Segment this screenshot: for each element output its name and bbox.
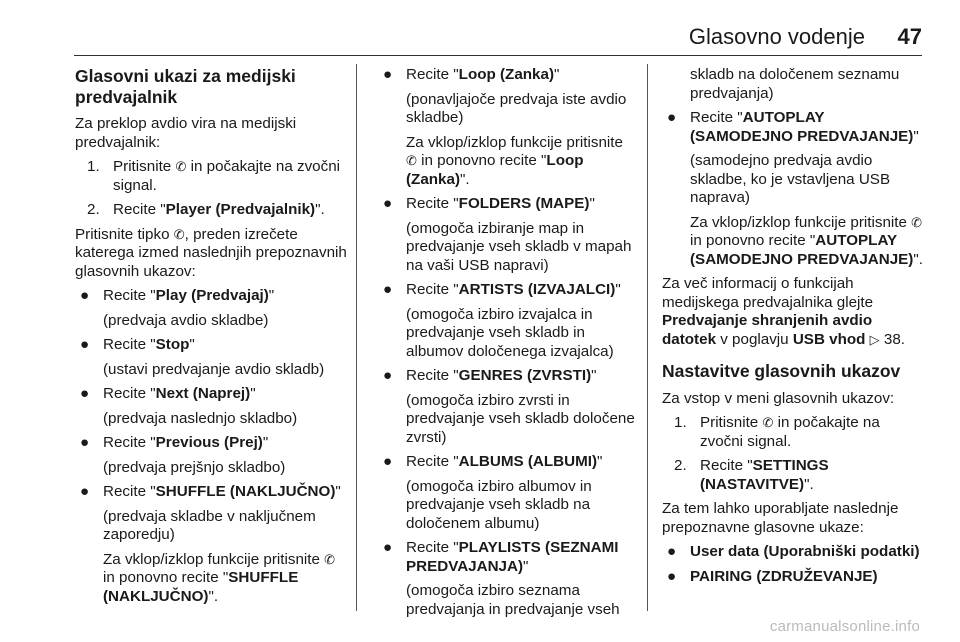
voice-icon: ✆ bbox=[173, 226, 185, 242]
numbered-step: 1. Pritisnite ✆ in počakajte na zvočni signal. bbox=[87, 158, 341, 194]
item-description: (ponavljajoče predvaja iste avdio skladbe) bbox=[406, 90, 627, 126]
bullet-icon: ● bbox=[80, 434, 90, 451]
list-item: ● Recite "ALBUMS (ALBUMI)" bbox=[383, 453, 603, 470]
section-heading: Glasovni ukazi za medijski predvajalnik bbox=[75, 66, 296, 107]
column-divider bbox=[356, 64, 357, 611]
bullet-icon: ● bbox=[667, 109, 677, 126]
watermark: carmanualsonline.info bbox=[769, 618, 920, 635]
item-description: (predvaja naslednjo skladbo) bbox=[103, 409, 298, 427]
item-description: (ustavi predvajanje avdio skladb) bbox=[103, 360, 325, 378]
paragraph: Za več informacij o funkcijah medijskega predvajalnika glejte Predvajanje shranjenih avdio datotek v poglavju USB vhod ▷ 38. bbox=[662, 275, 905, 348]
list-item: ● Recite "Previous (Prej)" bbox=[80, 434, 269, 451]
list-item: ● User data (Uporabniški podatki) bbox=[667, 543, 920, 560]
voice-icon: ✆ bbox=[406, 153, 417, 168]
item-description: skladb na določenem seznamu predvajanja) bbox=[690, 66, 900, 102]
cross-reference-link[interactable]: Predvajanje shranjenih avdio datotek bbox=[662, 312, 873, 348]
page-number: 47 bbox=[897, 24, 922, 49]
header-rule bbox=[74, 55, 922, 56]
numbered-step: 2. Recite "SETTINGS (NASTAVITVE)". bbox=[674, 457, 829, 493]
bullet-icon: ● bbox=[383, 281, 393, 298]
item-description: (predvaja prejšnjo skladbo) bbox=[103, 458, 286, 476]
cross-reference-link[interactable]: USB vhod bbox=[792, 330, 866, 348]
voice-icon: ✆ bbox=[762, 415, 774, 430]
item-toggle-note: Za vklop/izklop funkcije pritisnite ✆ in ponovno recite "Loop (Zanka)". bbox=[406, 133, 623, 188]
bullet-icon: ● bbox=[667, 543, 677, 560]
page-header bbox=[0, 0, 960, 60]
list-item: ● Recite "ARTISTS (IZVAJALCI)" bbox=[383, 281, 621, 298]
bullet-icon: ● bbox=[80, 336, 90, 353]
paragraph: Pritisnite tipko ✆, preden izrečete katerega izmed naslednjih prepoznavnih glasovnih ukazov: bbox=[75, 225, 347, 280]
item-toggle-note: Za vklop/izklop funkcije pritisnite ✆ in ponovno recite "SHUFFLE (NAKLJUČNO)". bbox=[103, 550, 336, 605]
paragraph: Za vstop v meni glasovnih ukazov: bbox=[662, 389, 895, 407]
paragraph: Za preklop avdio vira na medijski predvajalnik: bbox=[75, 115, 297, 151]
page-ref-icon: ▷ bbox=[869, 331, 880, 347]
list-item: ● Recite "SHUFFLE (NAKLJUČNO)" bbox=[80, 483, 341, 500]
column-2 bbox=[378, 66, 636, 625]
list-item: ● Recite "Play (Predvajaj)" bbox=[80, 287, 275, 304]
column-divider bbox=[647, 64, 648, 611]
list-item: ● Recite "PLAYLISTS (SEZNAMI PREDVAJANJA)" bbox=[383, 539, 619, 575]
voice-icon: ✆ bbox=[911, 214, 923, 230]
column-1 bbox=[75, 66, 347, 612]
item-toggle-note: Za vklop/izklop funkcije pritisnite ✆ in ponovno recite "AUTOPLAY (SAMODEJNO PREDVAJANJE)". bbox=[690, 213, 923, 268]
bullet-icon: ● bbox=[383, 195, 393, 212]
bullet-icon: ● bbox=[383, 66, 393, 83]
bullet-icon: ● bbox=[383, 453, 393, 470]
item-description: (omogoča izbiranje map in predvajanje vseh skladb v mapah na vaši USB napravi) bbox=[406, 219, 632, 274]
item-description: (omogoča izbiro izvajalca in predvajanje vseh skladb in albumov določenega izvajalca) bbox=[406, 305, 614, 360]
voice-icon: ✆ bbox=[175, 159, 187, 174]
bullet-icon: ● bbox=[383, 539, 393, 556]
numbered-step: 2. Recite "Player (Predvajalnik)". bbox=[87, 201, 325, 218]
column-3 bbox=[662, 66, 927, 592]
bullet-icon: ● bbox=[383, 367, 393, 384]
item-description: (omogoča izbiro seznama predvajanja in predvajanje vseh bbox=[406, 582, 620, 618]
bullet-icon: ● bbox=[80, 385, 90, 402]
list-item: ● Recite "Loop (Zanka)" bbox=[383, 66, 560, 83]
list-item: ● Recite "Stop" bbox=[80, 336, 195, 353]
section-heading: Nastavitve glasovnih ukazov bbox=[662, 361, 901, 381]
list-item: ● Recite "AUTOPLAY (SAMODEJNO PREDVAJANJE)" bbox=[667, 109, 919, 145]
list-item: ● Recite "GENRES (ZVRSTI)" bbox=[383, 367, 597, 384]
item-description: (predvaja avdio skladbe) bbox=[103, 311, 269, 329]
chapter-title: Glasovno vodenje bbox=[688, 24, 865, 49]
list-item: ● Recite "Next (Naprej)" bbox=[80, 385, 256, 402]
item-description: (samodejno predvaja avdio skladbe, ko je vstavljena USB naprava) bbox=[690, 152, 891, 206]
item-description: (omogoča izbiro albumov in predvajanje vseh skladb na določenem albumu) bbox=[406, 477, 592, 532]
paragraph: Za tem lahko uporabljate naslednje prepoznavne glasovne ukaze: bbox=[662, 500, 899, 536]
item-description: (omogoča izbiro zvrsti in predvajanje vseh skladb določene zvrsti) bbox=[406, 391, 635, 446]
voice-icon: ✆ bbox=[324, 551, 336, 567]
bullet-icon: ● bbox=[80, 483, 90, 500]
numbered-step: 1. Pritisnite ✆ in počakajte na zvočni signal. bbox=[674, 414, 880, 450]
bullet-icon: ● bbox=[667, 567, 677, 585]
bullet-icon: ● bbox=[80, 287, 90, 304]
item-description: (predvaja skladbe v naključnem zaporedju) bbox=[103, 507, 316, 543]
list-item: ● PAIRING (ZDRUŽEVANJE) bbox=[667, 567, 878, 585]
list-item: ● Recite "FOLDERS (MAPE)" bbox=[383, 195, 595, 212]
